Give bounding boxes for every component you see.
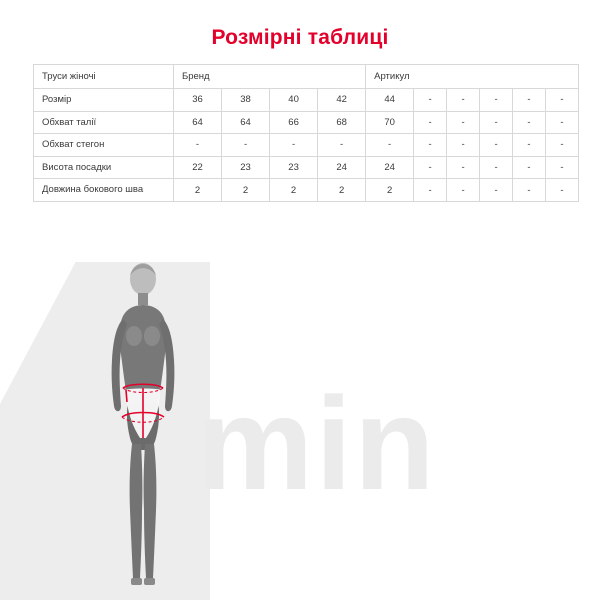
figure-foot-right <box>144 578 155 585</box>
cell: - <box>480 89 513 112</box>
cell: - <box>447 134 480 157</box>
cell: 23 <box>222 156 270 179</box>
row-label-size: Розмір <box>34 89 174 112</box>
cell: 70 <box>366 111 414 134</box>
table-row <box>34 156 579 179</box>
size-table-container <box>33 64 579 202</box>
mannequin-illustration <box>96 262 190 592</box>
cell: 64 <box>174 111 222 134</box>
cell: - <box>447 89 480 112</box>
table-row <box>34 111 579 134</box>
size-table <box>33 64 579 202</box>
cell: - <box>414 179 447 202</box>
row-label-waist: Обхват талії <box>34 111 174 134</box>
cell: - <box>545 89 578 112</box>
figure-leg-left <box>130 444 143 583</box>
cell: 22 <box>174 156 222 179</box>
cell: 24 <box>366 156 414 179</box>
cell: - <box>513 156 546 179</box>
table-header-brand: Бренд <box>174 65 366 89</box>
cell: 2 <box>318 179 366 202</box>
cell: - <box>366 134 414 157</box>
cell: 38 <box>222 89 270 112</box>
cell: 24 <box>318 156 366 179</box>
cell: - <box>545 179 578 202</box>
cell: - <box>545 134 578 157</box>
figure-leg-right <box>144 444 157 583</box>
cell: 2 <box>366 179 414 202</box>
cell: - <box>545 111 578 134</box>
figure-chest-left <box>126 326 142 346</box>
cell: - <box>222 134 270 157</box>
cell: - <box>480 134 513 157</box>
cell: - <box>480 156 513 179</box>
cell: - <box>480 111 513 134</box>
cell: - <box>414 111 447 134</box>
cell: - <box>414 89 447 112</box>
table-row <box>34 134 579 157</box>
cell: - <box>447 156 480 179</box>
cell: 2 <box>174 179 222 202</box>
row-label-side-seam: Довжина бокового шва <box>34 179 174 202</box>
figure-chest-right <box>144 326 160 346</box>
watermark-logo: min <box>196 370 437 517</box>
cell: - <box>513 179 546 202</box>
cell: - <box>414 134 447 157</box>
mannequin-figure-svg <box>96 262 190 592</box>
page-title: Розмірні таблиці <box>211 26 389 49</box>
cell: - <box>318 134 366 157</box>
figure-foot-left <box>131 578 142 585</box>
cell: 23 <box>270 156 318 179</box>
cell: 40 <box>270 89 318 112</box>
table-header-row <box>34 65 579 89</box>
cell: 2 <box>222 179 270 202</box>
cell: - <box>174 134 222 157</box>
cell: 2 <box>270 179 318 202</box>
cell: - <box>414 156 447 179</box>
cell: 36 <box>174 89 222 112</box>
measure-side-seam-line <box>126 390 127 402</box>
cell: - <box>513 111 546 134</box>
cell: 66 <box>270 111 318 134</box>
cell: - <box>480 179 513 202</box>
cell: - <box>270 134 318 157</box>
cell: - <box>447 179 480 202</box>
cell: - <box>513 89 546 112</box>
cell: - <box>513 134 546 157</box>
row-label-hips: Обхват стегон <box>34 134 174 157</box>
cell: 42 <box>318 89 366 112</box>
figure-neck <box>138 293 148 305</box>
table-row <box>34 89 579 112</box>
table-header-article: Артикул <box>366 65 579 89</box>
table-row <box>34 179 579 202</box>
row-label-rise: Висота посадки <box>34 156 174 179</box>
cell: - <box>447 111 480 134</box>
table-header-category: Труси жіночі <box>34 65 174 89</box>
cell: 68 <box>318 111 366 134</box>
cell: - <box>545 156 578 179</box>
cell: 64 <box>222 111 270 134</box>
cell: 44 <box>366 89 414 112</box>
